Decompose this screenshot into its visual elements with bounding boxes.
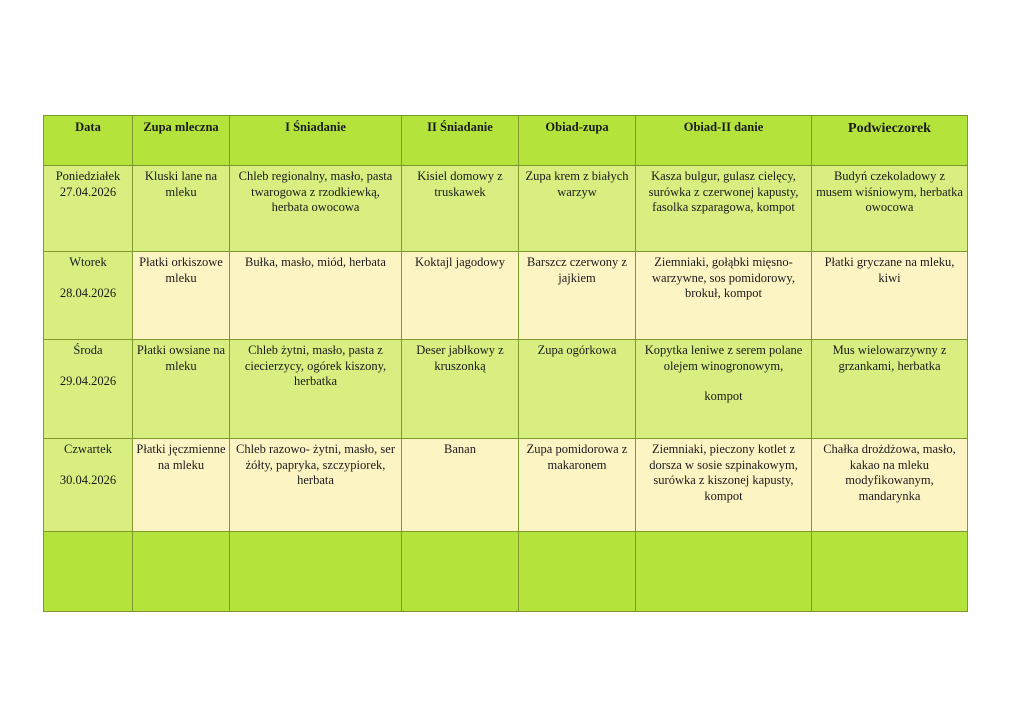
cell-zupa-mleczna: Płatki orkiszowe mleku: [133, 252, 230, 340]
day-date: 29.04.2026: [59, 373, 117, 388]
table-row-monday: [44, 166, 968, 252]
day-name: Wtorek: [69, 255, 107, 269]
day-date: 27.04.2026: [59, 184, 117, 199]
day-cell: [44, 252, 133, 340]
obiad-danie-line: kompot: [704, 389, 743, 403]
table-row-wednesday: [44, 340, 968, 439]
cell-sniadanie-1: Chleb razowo- żytni, masło, ser żółty, papryka, szczypiorek, herbata: [230, 439, 402, 532]
header-obiad-zupa: Obiad-zupa: [519, 116, 636, 166]
cell-obiad-danie: Kasza bulgur, gulasz cielęcy, surówka z czerwonej kapusty, fasolka szparagowa, kompot: [636, 166, 812, 252]
cell-obiad-danie: [636, 340, 812, 439]
header-sniadanie-1: I Śniadanie: [230, 116, 402, 166]
header-zupa-mleczna: Zupa mleczna: [133, 116, 230, 166]
cell-zupa-mleczna: Płatki owsiane na mleku: [133, 340, 230, 439]
cell-podwieczorek: Mus wielowarzywny z grzankami, herbatka: [812, 340, 968, 439]
cell-obiad-danie: Ziemniaki, gołąbki mięsno-warzywne, sos pomidorowy, brokuł, kompot: [636, 252, 812, 340]
cell-obiad-zupa: Zupa ogórkowa: [519, 340, 636, 439]
cell-sniadanie-1: Chleb regionalny, masło, pasta twarogowa z rzodkiewką, herbata owocowa: [230, 166, 402, 252]
empty-cell: [133, 532, 230, 612]
header-row: [44, 116, 968, 166]
day-name: Czwartek: [64, 442, 112, 456]
cell-obiad-zupa: Zupa krem z białych warzyw: [519, 166, 636, 252]
cell-podwieczorek: Płatki gryczane na mleku, kiwi: [812, 252, 968, 340]
cell-obiad-danie: Ziemniaki, pieczony kotlet z dorsza w sosie szpinakowym, surówka z kiszonej kapusty, kompot: [636, 439, 812, 532]
cell-sniadanie-2: Koktajl jagodowy: [402, 252, 519, 340]
day-date: 30.04.2026: [59, 472, 117, 487]
table-row-thursday: [44, 439, 968, 532]
day-cell: [44, 439, 133, 532]
cell-sniadanie-1: Chleb żytni, masło, pasta z ciecierzycy, ogórek kiszony, herbatka: [230, 340, 402, 439]
empty-cell: [230, 532, 402, 612]
empty-cell: [812, 532, 968, 612]
cell-obiad-zupa: Barszcz czerwony z jajkiem: [519, 252, 636, 340]
table-row-tuesday: [44, 252, 968, 340]
empty-cell: [636, 532, 812, 612]
cell-podwieczorek: Budyń czekoladowy z musem wiśniowym, herbatka owocowa: [812, 166, 968, 252]
header-sniadanie-2: II Śniadanie: [402, 116, 519, 166]
header-obiad-danie: Obiad-II danie: [636, 116, 812, 166]
day-name: Poniedziałek: [55, 169, 121, 183]
cell-zupa-mleczna: Kluski lane na mleku: [133, 166, 230, 252]
day-name: Środa: [73, 343, 103, 357]
header-data: Data: [44, 116, 133, 166]
menu-table: [43, 115, 968, 612]
cell-sniadanie-2: Banan: [402, 439, 519, 532]
empty-cell: [44, 532, 133, 612]
empty-cell: [402, 532, 519, 612]
cell-sniadanie-2: Deser jabłkowy z kruszonką: [402, 340, 519, 439]
obiad-danie-line: Kopytka leniwe z serem polane olejem winogronowym,: [644, 343, 803, 373]
cell-zupa-mleczna: Płatki jęczmienne na mleku: [133, 439, 230, 532]
day-cell: [44, 340, 133, 439]
cell-podwieczorek: Chałka drożdżowa, masło, kakao na mleku modyfikowanym, mandarynka: [812, 439, 968, 532]
day-date: 28.04.2026: [59, 285, 117, 300]
cell-sniadanie-1: Bułka, masło, miód, herbata: [230, 252, 402, 340]
day-cell: [44, 166, 133, 252]
empty-cell: [519, 532, 636, 612]
cell-obiad-zupa: Zupa pomidorowa z makaronem: [519, 439, 636, 532]
header-podwieczorek: Podwieczorek: [812, 116, 968, 166]
cell-sniadanie-2: Kisiel domowy z truskawek: [402, 166, 519, 252]
table-row-empty: [44, 532, 968, 612]
